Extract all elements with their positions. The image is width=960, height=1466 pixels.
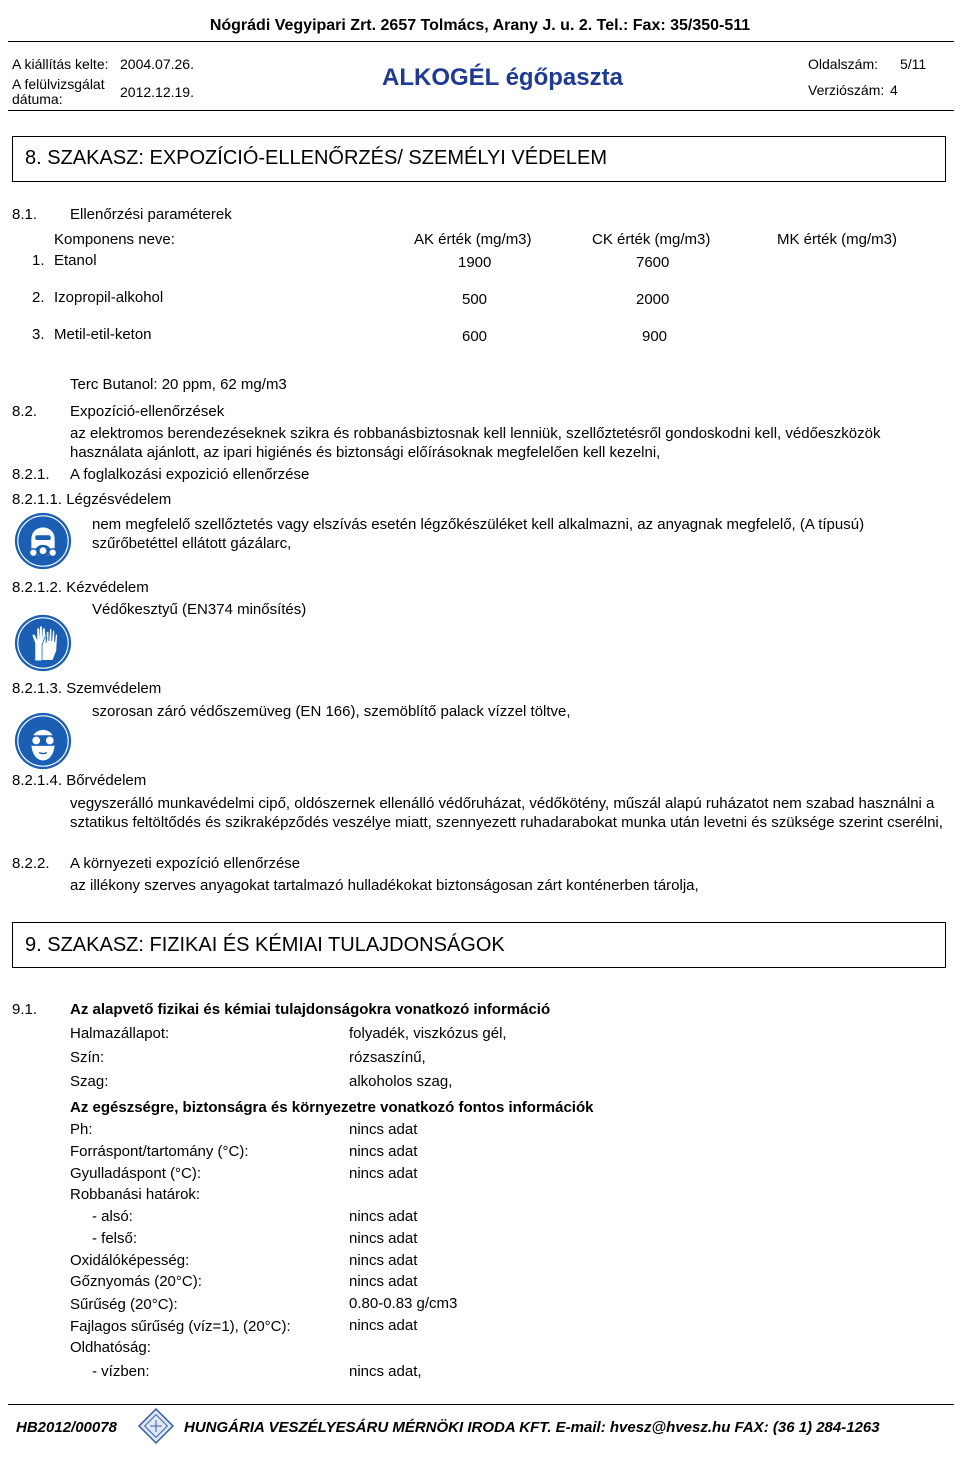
prop-value: 0.80-0.83 g/cm3	[349, 1295, 458, 1312]
prop-value: nincs adat	[349, 1230, 418, 1247]
revision-date-value: 2012.12.19.	[120, 84, 194, 100]
s82-title: Expozíció-ellenőrzések	[70, 403, 225, 420]
table-row-ak: 500	[462, 291, 488, 308]
table-row-ck: 2000	[636, 291, 670, 308]
table-row-num: 2.	[32, 289, 45, 306]
issue-date-label: A kiállítás kelte:	[12, 56, 109, 72]
prop-label: - vízben:	[92, 1363, 150, 1380]
prop-value: folyadék, viszkózus gél,	[349, 1025, 507, 1042]
table-row-ck: 7600	[636, 254, 670, 271]
s8211-text: nem megfelelő szellőztetés vagy elszívás esetén légzőkészüléket kell alkalmazni, az anyagnak megfelelő, (A típusú) szűrőbetéttel ellátott gázálarc,	[92, 516, 865, 552]
prop-label: - felső:	[92, 1230, 138, 1247]
s822-number: 8.2.2.	[12, 855, 50, 872]
version-value: 4	[890, 82, 898, 98]
s91-title: Az alapvető fizikai és kémiai tulajdonságokra vonatkozó információ	[70, 1001, 551, 1018]
table-row-name: Metil-etil-keton	[54, 326, 152, 343]
s8214-text: vegyszerálló munkavédelmi cipő, oldószernek ellenálló védőruházat, védőkötény, műszál alapú ruházatot nem szabad használni a sztatikus feltöltődés és szikraképződés veszélye miatt, szennyezett ruhadarabokat munka után levetni és szüksége szerint cserélni,	[70, 795, 943, 831]
revision-date-label-2: dátuma:	[12, 91, 63, 107]
s821-number: 8.2.1.	[12, 466, 50, 483]
footer-text: HUNGÁRIA VESZÉLYESÁRU MÉRNÖKI IRODA KFT. E-mail: hvesz@hvesz.hu FAX: (36 1) 284-1263	[184, 1419, 880, 1436]
s8214-label: 8.2.1.4. Bőrvédelem	[12, 772, 147, 789]
goggles-mandatory-icon	[12, 710, 74, 772]
s822-title: A környezeti expozíció ellenőrzése	[70, 855, 301, 872]
s81-number: 8.1.	[12, 206, 38, 223]
prop-value: nincs adat	[349, 1165, 418, 1182]
prop-label: Fajlagos sűrűség (víz=1), (20°C):	[70, 1318, 291, 1335]
section9-title: 9. SZAKASZ: FIZIKAI ÉS KÉMIAI TULAJDONSÁGOK	[25, 934, 505, 956]
gloves-mandatory-icon	[12, 612, 74, 674]
prop-label: Gyulladáspont (°C):	[70, 1165, 202, 1182]
terc-butanol-note: Terc Butanol: 20 ppm, 62 mg/m3	[70, 376, 287, 393]
prop-label: Robbanási határok:	[70, 1186, 201, 1203]
table-row-num: 3.	[32, 326, 45, 343]
prop-label: Szag:	[70, 1073, 109, 1090]
s81-title: Ellenőrzési paraméterek	[70, 206, 232, 223]
company-header: Nógrádi Vegyipari Zrt. 2657 Tolmács, Arany J. u. 2. Tel.: Fax: 35/350-511	[209, 17, 751, 34]
s8212-label: 8.2.1.2. Kézvédelem	[12, 579, 149, 596]
version-label: Verziószám:	[808, 82, 885, 98]
s82-text: az elektromos berendezéseknek szikra és robbanásbiztosnak kell lenniük, szellőztetésről gondoskodni kell, védőeszközök használata ajánlott, az ipari higiénés és biztonsági előírásoknak megfelelően kell kezelni,	[70, 425, 881, 461]
table-row-name: Izopropil-alkohol	[54, 289, 164, 306]
s8213-text: szorosan záró védőszemüveg (EN 166), szemöblítő palack vízzel töltve,	[92, 703, 571, 720]
page-label: Oldalszám:	[808, 56, 879, 72]
table-row-ck: 900	[642, 328, 668, 345]
header-rule-bottom	[8, 110, 954, 111]
respirator-mandatory-icon	[12, 510, 74, 572]
prop-value: nincs adat	[349, 1273, 418, 1290]
table-row-num: 1.	[32, 252, 45, 269]
hvesz-logo-icon	[136, 1406, 176, 1446]
table-header-mk: MK érték (mg/m3)	[777, 231, 898, 248]
prop-label: Oldhatóság:	[70, 1339, 151, 1356]
section8-title-box	[12, 136, 946, 182]
prop-value: alkoholos szag,	[349, 1073, 453, 1090]
page-value: 5/11	[900, 56, 927, 72]
prop-label: Halmazállapot:	[70, 1025, 170, 1042]
prop-label: Gőznyomás (20°C):	[70, 1273, 202, 1290]
table-row-name: Etanol	[54, 252, 97, 269]
table-row-ak: 600	[462, 328, 488, 345]
prop-value: nincs adat	[349, 1121, 418, 1138]
table-header-ck: CK érték (mg/m3)	[592, 231, 711, 248]
s8211-label: 8.2.1.1. Légzésvédelem	[12, 491, 172, 508]
s91-number: 9.1.	[12, 1001, 38, 1018]
s82-number: 8.2.	[12, 403, 38, 420]
table-header-ak: AK érték (mg/m3)	[414, 231, 532, 248]
prop-label: Szín:	[70, 1049, 105, 1066]
prop-label: Forráspont/tartomány (°C):	[70, 1143, 249, 1160]
s9-subheading: Az egészségre, biztonságra és környezetre vonatkozó fontos információk	[70, 1099, 594, 1116]
table-header-component: Komponens neve:	[54, 231, 175, 248]
table-row-ak: 1900	[458, 254, 492, 271]
footer-rule	[8, 1404, 954, 1405]
s821-title: A foglalkozási expozició ellenőrzése	[70, 466, 310, 483]
prop-label: - alsó:	[92, 1208, 133, 1225]
prop-label: Oxidálóképesség:	[70, 1252, 190, 1269]
prop-value: rózsaszínű,	[349, 1049, 426, 1066]
prop-value: nincs adat	[349, 1252, 418, 1269]
prop-label: Sűrűség (20°C):	[70, 1296, 178, 1313]
prop-value: nincs adat	[349, 1317, 418, 1334]
prop-value: nincs adat,	[349, 1363, 422, 1380]
section8-title: 8. SZAKASZ: EXPOZÍCIÓ-ELLENŐRZÉS/ SZEMÉLYI VÉDELEM	[25, 147, 608, 169]
issue-date-value: 2004.07.26.	[120, 56, 194, 72]
section9-title-box	[12, 922, 946, 968]
s8212-text: Védőkesztyű (EN374 minősítés)	[92, 601, 307, 618]
prop-value: nincs adat	[349, 1143, 418, 1160]
s822-text: az illékony szerves anyagokat tartalmazó hulladékokat biztonságosan zárt konténerben tárolja,	[70, 877, 699, 894]
prop-value: nincs adat	[349, 1208, 418, 1225]
s8213-label: 8.2.1.3. Szemvédelem	[12, 680, 162, 697]
prop-label: Ph:	[70, 1121, 93, 1138]
product-title: ALKOGÉL égőpaszta	[382, 64, 623, 91]
revision-date-label-1: A felülvizsgálat	[12, 76, 105, 92]
header-rule-top	[8, 41, 954, 42]
footer-code: HB2012/00078	[16, 1419, 117, 1436]
